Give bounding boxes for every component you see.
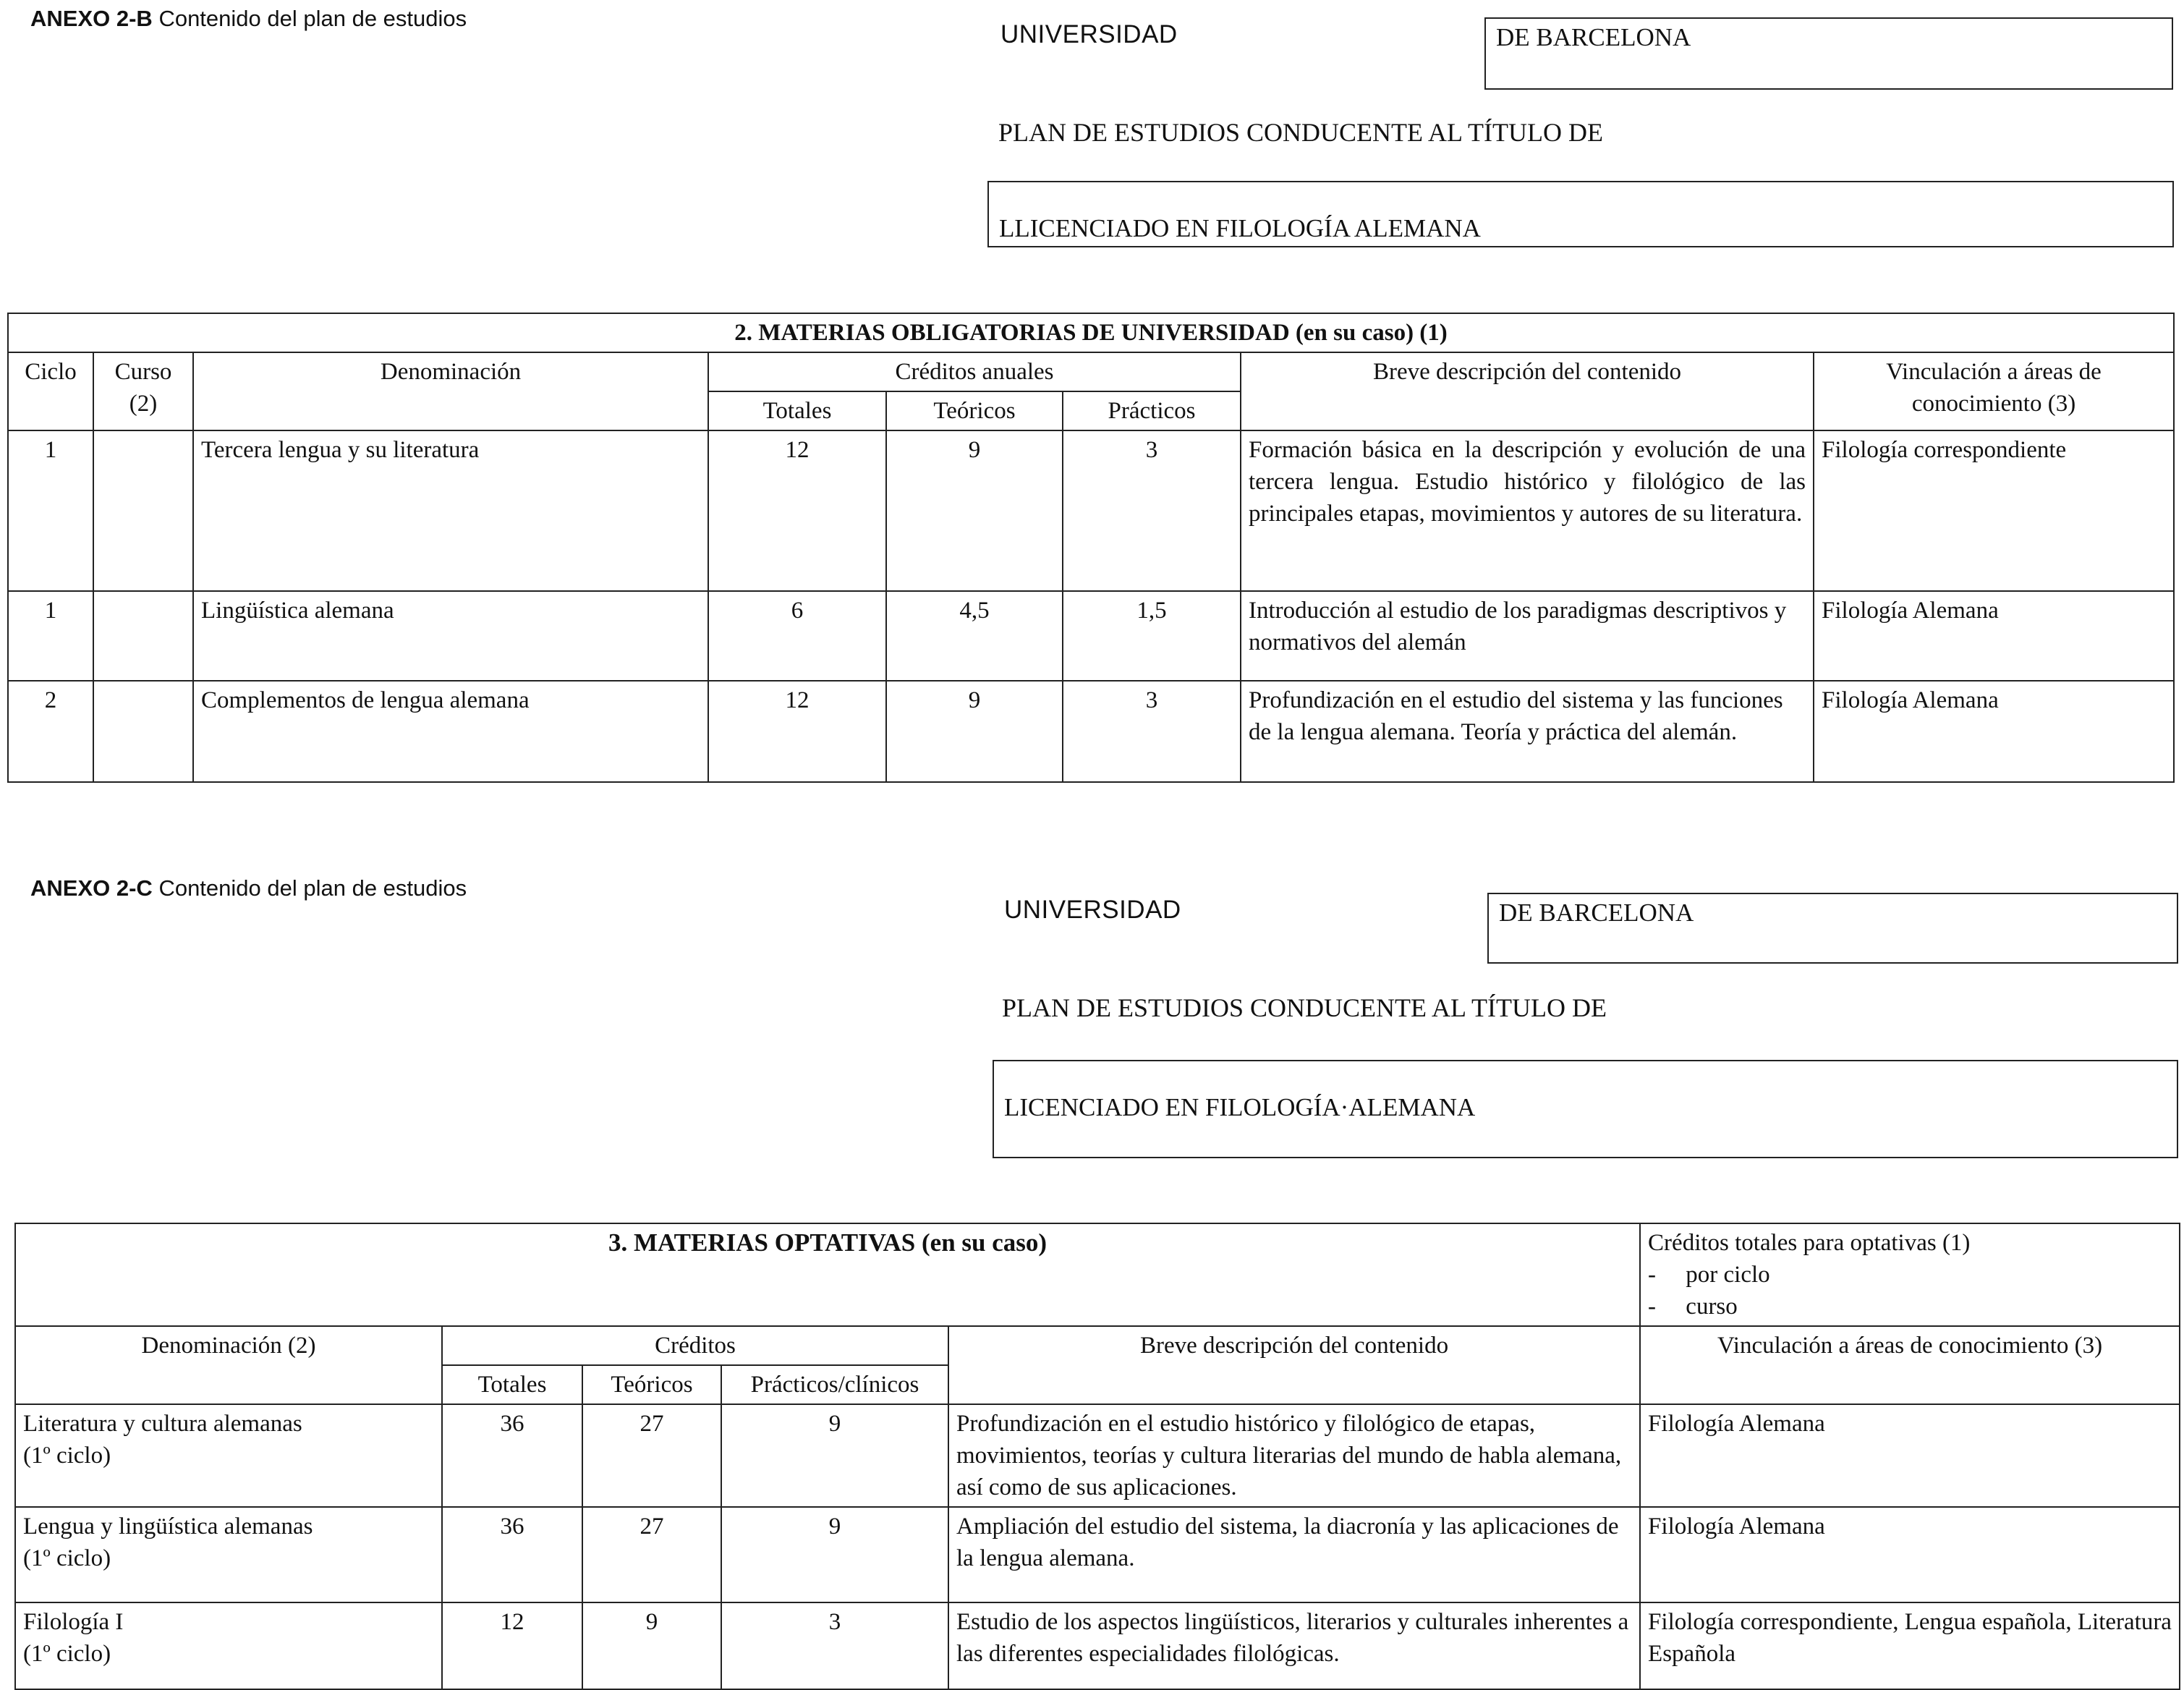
cell-descripcion: Introducción al estudio de los paradigmas descriptivos y normativos del alemán	[1241, 591, 1814, 681]
table-title: 2. MATERIAS OBLIGATORIAS DE UNIVERSIDAD (en su caso) (1)	[8, 313, 2174, 352]
header-totales: Totales	[442, 1365, 582, 1404]
table-row	[15, 1602, 2180, 1689]
table-row	[15, 1507, 2180, 1602]
cell-curso	[93, 430, 193, 591]
cell-descripcion: Estudio de los aspectos lingüísticos, literarios y culturales inherentes a las diferentes especialidades filológicas.	[948, 1602, 1640, 1689]
subject-name: Filología I	[23, 1609, 124, 1635]
header-teoricos: Teóricos	[886, 391, 1063, 430]
cell-teoricos: 9	[886, 430, 1063, 591]
plan-label-b: PLAN DE ESTUDIOS CONDUCENTE AL TÍTULO DE	[998, 118, 1603, 147]
cell-curso	[93, 681, 193, 782]
universidad-label-b: UNIVERSIDAD	[1000, 20, 1178, 48]
subject-name: Literatura y cultura alemanas	[23, 1411, 302, 1437]
header-curso: Curso (2)	[93, 352, 193, 430]
anexo-2c-code: ANEXO 2-C	[30, 875, 153, 901]
anexo-2b-label	[30, 6, 467, 32]
header-practicos: Prácticos	[1063, 391, 1241, 430]
cell-totales: 12	[708, 430, 886, 591]
titulo-value-c: LICENCIADO EN FILOLOGÍA·ALEMANA	[1004, 1093, 1476, 1121]
universidad-label-c: UNIVERSIDAD	[1004, 896, 1181, 924]
curso-label: curso	[1686, 1294, 1738, 1320]
table-title: 3. MATERIAS OPTATIVAS (en su caso)	[15, 1223, 1640, 1326]
curso-item	[1648, 1291, 2172, 1322]
cell-denominacion: Complementos de lengua alemana	[193, 681, 708, 782]
titulo-value-b: LLICENCIADO EN FILOLOGÍA ALEMANA	[999, 214, 1481, 242]
creditos-totales-label: Créditos totales para optativas (1)	[1648, 1230, 1971, 1256]
header-descripcion: Breve descripción del contenido	[1241, 352, 1814, 430]
header-creditos: Créditos anuales	[708, 352, 1241, 391]
cell-teoricos: 9	[582, 1602, 721, 1689]
universidad-field-b	[1484, 17, 2173, 90]
header-ciclo: Ciclo	[8, 352, 93, 430]
cell-denominacion: Lingüística alemana	[193, 591, 708, 681]
cell-ciclo: 1	[8, 591, 93, 681]
universidad-field-c	[1487, 893, 2178, 964]
materias-optativas-table	[14, 1223, 2180, 1690]
cell-practicos: 3	[721, 1602, 948, 1689]
table-row	[8, 681, 2174, 782]
header-descripcion: Breve descripción del contenido	[948, 1326, 1640, 1404]
dash-bullet: -	[1648, 1262, 1657, 1288]
cell-denominacion: Tercera lengua y su literatura	[193, 430, 708, 591]
dash-bullet: -	[1648, 1294, 1657, 1320]
cell-practicos: 1,5	[1063, 591, 1241, 681]
cell-descripcion: Profundización en el estudio histórico y filológico de etapas, movimientos, teorías y cultura literarias del mundo de habla alemana, así como de sus aplicaciones.	[948, 1404, 1640, 1507]
cell-denominacion	[15, 1507, 442, 1602]
cell-descripcion: Ampliación del estudio del sistema, la diacronía y las aplicaciones de la lengua alemana.	[948, 1507, 1640, 1602]
cell-practicos: 3	[1063, 430, 1241, 591]
cell-curso	[93, 591, 193, 681]
titulo-field-b	[987, 181, 2174, 247]
plan-label-c: PLAN DE ESTUDIOS CONDUCENTE AL TÍTULO DE	[1002, 993, 1607, 1022]
titulo-field-c	[993, 1060, 2178, 1158]
cell-practicos: 9	[721, 1404, 948, 1507]
universidad-value-b: DE BARCELONA	[1496, 23, 1691, 51]
cell-descripcion: Profundización en el estudio del sistema y las funciones de la lengua alemana. Teoría y práctica del alemán.	[1241, 681, 1814, 782]
subject-name: Lengua y lingüística alemanas	[23, 1513, 313, 1540]
header-vinculacion: Vinculación a áreas de conocimiento (3)	[1640, 1326, 2180, 1404]
header-creditos: Créditos	[442, 1326, 948, 1365]
anexo-2b-code: ANEXO 2-B	[30, 6, 153, 31]
header-denominacion: Denominación	[193, 352, 708, 430]
header-totales: Totales	[708, 391, 886, 430]
cell-ciclo: 2	[8, 681, 93, 782]
header-denominacion: Denominación (2)	[15, 1326, 442, 1404]
cell-teoricos: 9	[886, 681, 1063, 782]
cell-totales: 6	[708, 591, 886, 681]
creditos-totales-note	[1640, 1223, 2180, 1326]
anexo-2c-label	[30, 875, 467, 901]
cell-totales: 12	[442, 1602, 582, 1689]
cell-vinculacion: Filología Alemana	[1814, 591, 2174, 681]
cell-vinculacion: Filología Alemana	[1640, 1404, 2180, 1507]
cell-totales: 36	[442, 1507, 582, 1602]
cell-vinculacion: Filología correspondiente	[1814, 430, 2174, 591]
cell-descripcion: Formación básica en la descripción y evolución de una tercera lengua. Estudio histórico y filológico de las principales etapas, movimientos y autores de su literatura.	[1241, 430, 1814, 591]
cell-teoricos: 4,5	[886, 591, 1063, 681]
header-vinculacion: Vinculación a áreas de conocimiento (3)	[1814, 352, 2174, 430]
universidad-value-c: DE BARCELONA	[1499, 899, 1694, 927]
subject-ciclo: (1º ciclo)	[23, 1545, 111, 1571]
table-row	[15, 1404, 2180, 1507]
header-teoricos: Teóricos	[582, 1365, 721, 1404]
header-practicos: Prácticos/clínicos	[721, 1365, 948, 1404]
cell-denominacion	[15, 1404, 442, 1507]
cell-practicos: 9	[721, 1507, 948, 1602]
cell-totales: 36	[442, 1404, 582, 1507]
materias-obligatorias-table	[7, 313, 2175, 783]
por-ciclo-item	[1648, 1259, 2172, 1291]
cell-vinculacion: Filología correspondiente, Lengua española, Literatura Española	[1640, 1602, 2180, 1689]
cell-vinculacion: Filología Alemana	[1640, 1507, 2180, 1602]
cell-practicos: 3	[1063, 681, 1241, 782]
cell-ciclo: 1	[8, 430, 93, 591]
por-ciclo-label: por ciclo	[1686, 1262, 1770, 1288]
anexo-2b-subtitle: Contenido del plan de estudios	[158, 6, 467, 31]
cell-teoricos: 27	[582, 1507, 721, 1602]
cell-teoricos: 27	[582, 1404, 721, 1507]
cell-denominacion	[15, 1602, 442, 1689]
table-row	[8, 591, 2174, 681]
subject-ciclo: (1º ciclo)	[23, 1641, 111, 1667]
table-row	[8, 430, 2174, 591]
cell-vinculacion: Filología Alemana	[1814, 681, 2174, 782]
cell-totales: 12	[708, 681, 886, 782]
anexo-2c-subtitle: Contenido del plan de estudios	[158, 875, 467, 901]
subject-ciclo: (1º ciclo)	[23, 1443, 111, 1469]
